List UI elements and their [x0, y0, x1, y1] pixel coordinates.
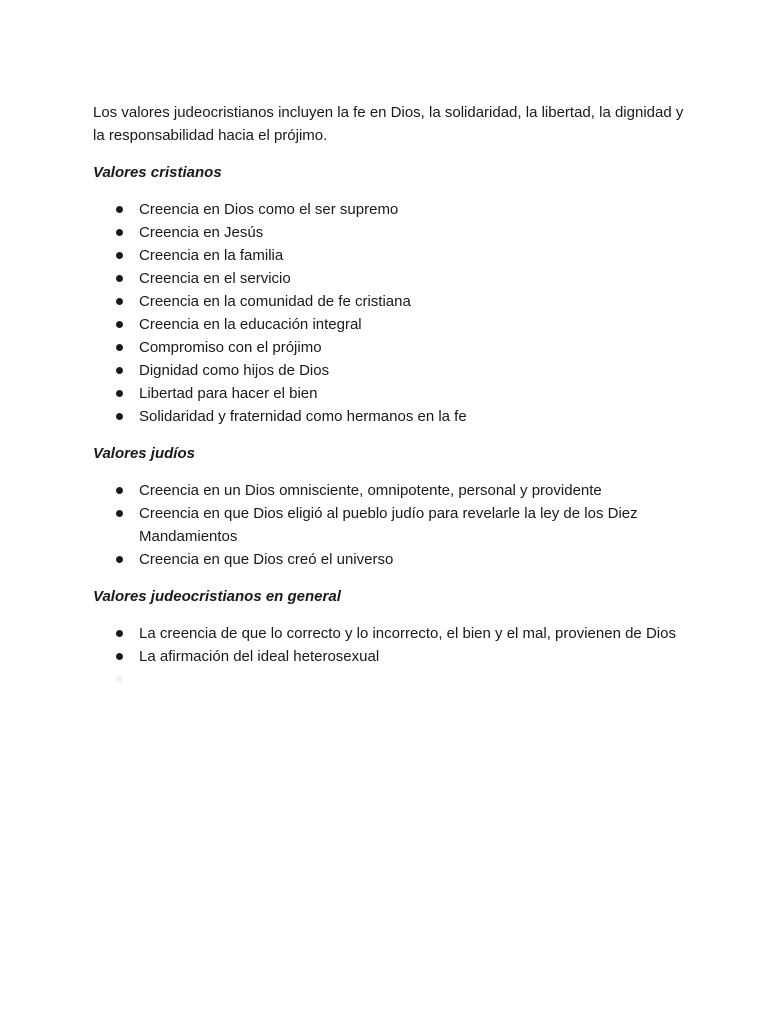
list-item-text: Dignidad como hijos de Dios [139, 362, 330, 379]
list-item [93, 221, 693, 244]
list-item [93, 548, 693, 571]
list-item-text: Compromiso con el prójimo [139, 339, 322, 356]
list-item-text: Creencia en un Dios omnisciente, omnipotente, personal y providente [139, 482, 602, 499]
list-item [93, 479, 693, 502]
list-item-text: Solidaridad y fraternidad como hermanos en la fe [139, 408, 467, 425]
bullet-icon [116, 275, 123, 282]
list-item [93, 244, 693, 267]
list-item-text: Creencia en la comunidad de fe cristiana [139, 293, 411, 310]
empty-bullet-icon [116, 676, 123, 683]
list-item-text: La afirmación del ideal heterosexual [139, 648, 380, 665]
list-item [93, 382, 693, 405]
list-item-text: Creencia en que Dios eligió al pueblo judío para revelarle la ley de los Diez Mandamientos [139, 505, 638, 545]
list-general [93, 622, 693, 691]
document-body [93, 101, 693, 691]
list-item [93, 359, 693, 382]
bullet-icon [116, 367, 123, 374]
list-item [93, 502, 693, 548]
section-heading-judios: Valores judíos [93, 445, 195, 462]
section-heading-cristianos: Valores cristianos [93, 164, 222, 181]
list-item [93, 267, 693, 290]
list-item [93, 622, 693, 645]
list-item [93, 336, 693, 359]
list-item-text: La creencia de que lo correcto y lo incorrecto, el bien y el mal, provienen de Dios [139, 625, 676, 642]
bullet-icon [116, 206, 123, 213]
list-item-text: Creencia en Jesús [139, 224, 264, 241]
empty-list-item [93, 668, 693, 691]
bullet-icon [116, 630, 123, 637]
intro-paragraph: Los valores judeocristianos incluyen la fe en Dios, la solidaridad, la libertad, la dignidad y la responsabilidad hacia el prójimo. [93, 104, 684, 144]
list-judios [93, 479, 693, 571]
bullet-icon [116, 413, 123, 420]
bullet-icon [116, 229, 123, 236]
list-item-text: Libertad para hacer el bien [139, 385, 318, 402]
bullet-icon [116, 653, 123, 660]
bullet-icon [116, 252, 123, 259]
list-item-text: Creencia en Dios como el ser supremo [139, 201, 399, 218]
section-heading-general: Valores judeocristianos en general [93, 588, 341, 605]
list-item-text: Creencia en que Dios creó el universo [139, 551, 394, 568]
bullet-icon [116, 344, 123, 351]
list-item-text: Creencia en el servicio [139, 270, 291, 287]
list-item-text: Creencia en la familia [139, 247, 284, 264]
list-item-text: Creencia en la educación integral [139, 316, 362, 333]
bullet-icon [116, 487, 123, 494]
bullet-icon [116, 556, 123, 563]
bullet-icon [116, 510, 123, 517]
bullet-icon [116, 298, 123, 305]
list-cristianos [93, 198, 693, 428]
list-item [93, 198, 693, 221]
list-item [93, 313, 693, 336]
bullet-icon [116, 390, 123, 397]
list-item [93, 405, 693, 428]
list-item [93, 645, 693, 668]
bullet-icon [116, 321, 123, 328]
list-item [93, 290, 693, 313]
